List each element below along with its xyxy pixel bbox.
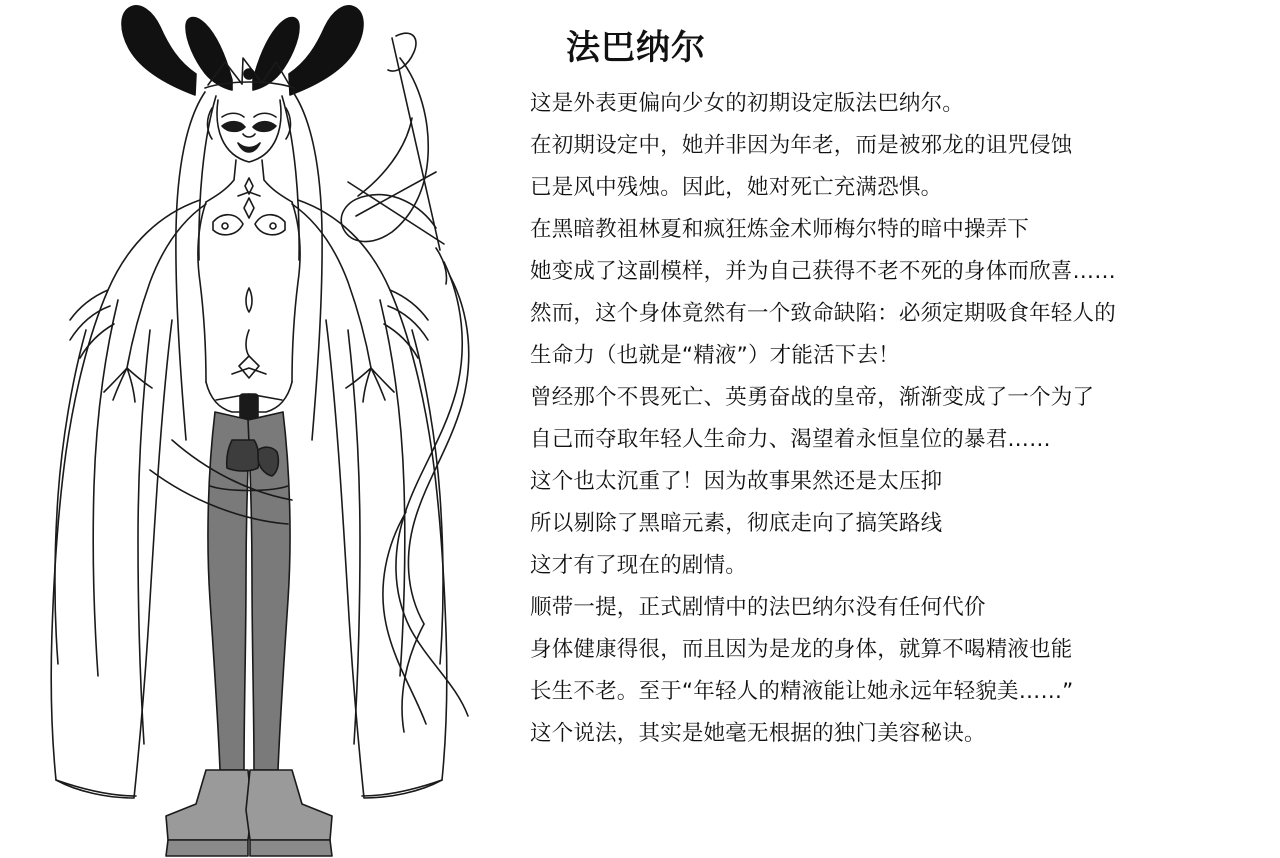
body-line: 曾经那个不畏死亡、英勇奋战的皇帝，渐渐变成了一个为了 xyxy=(530,384,1095,410)
body-line: 她变成了这副模样，并为自己获得不老不死的身体而欣喜…… xyxy=(530,258,1116,284)
body-text xyxy=(530,83,1274,755)
thigh-lace-left xyxy=(227,440,259,471)
body-line: 这是外表更偏向少女的初期设定版法巴纳尔。 xyxy=(530,90,965,116)
body-line: 已是风中残烛。因此，她对死亡充满恐惧。 xyxy=(530,174,943,200)
body-line: 身体健康得很，而且因为是龙的身体，就算不喝精液也能 xyxy=(530,636,1073,662)
body-line: 这个也太沉重了！因为故事果然还是太压抑 xyxy=(530,468,943,494)
body-line: 然而，这个身体竟然有一个致命缺陷：必须定期吸食年轻人的 xyxy=(530,300,1116,326)
eye-left xyxy=(222,122,245,132)
body-line: 生命力（也就是“精液”）才能活下去！ xyxy=(530,342,900,368)
crown-gem xyxy=(244,69,254,79)
belt-buckle xyxy=(240,394,258,420)
character-illustration xyxy=(0,0,520,858)
character-sketch-svg xyxy=(0,0,520,858)
page-title: 法巴纳尔 xyxy=(566,28,706,68)
body-line: 自己而夺取年轻人生命力、渴望着永恒皇位的暴君…… xyxy=(530,426,1051,452)
shoe-sole-left xyxy=(166,840,248,856)
body-line: 顺带一提，正式剧情中的法巴纳尔没有任何代价 xyxy=(530,594,986,620)
body-line: 这个说法，其实是她毫无根据的独门美容秘诀。 xyxy=(530,720,986,746)
body-line: 所以剔除了黑暗元素，彻底走向了搞笑路线 xyxy=(530,510,943,536)
body-line: 在黑暗教祖林夏和疯狂炼金术师梅尔特的暗中操弄下 xyxy=(530,216,1030,242)
eye-right xyxy=(253,122,276,132)
shoe-sole-right xyxy=(250,840,332,856)
body-line: 长生不老。至于“年轻人的精液能让她永远年轻貌美……” xyxy=(530,678,1074,704)
text-column xyxy=(524,0,1280,858)
body-line: 这才有了现在的剧情。 xyxy=(530,552,748,578)
body-line: 在初期设定中，她并非因为年老，而是被邪龙的诅咒侵蚀 xyxy=(530,132,1073,158)
